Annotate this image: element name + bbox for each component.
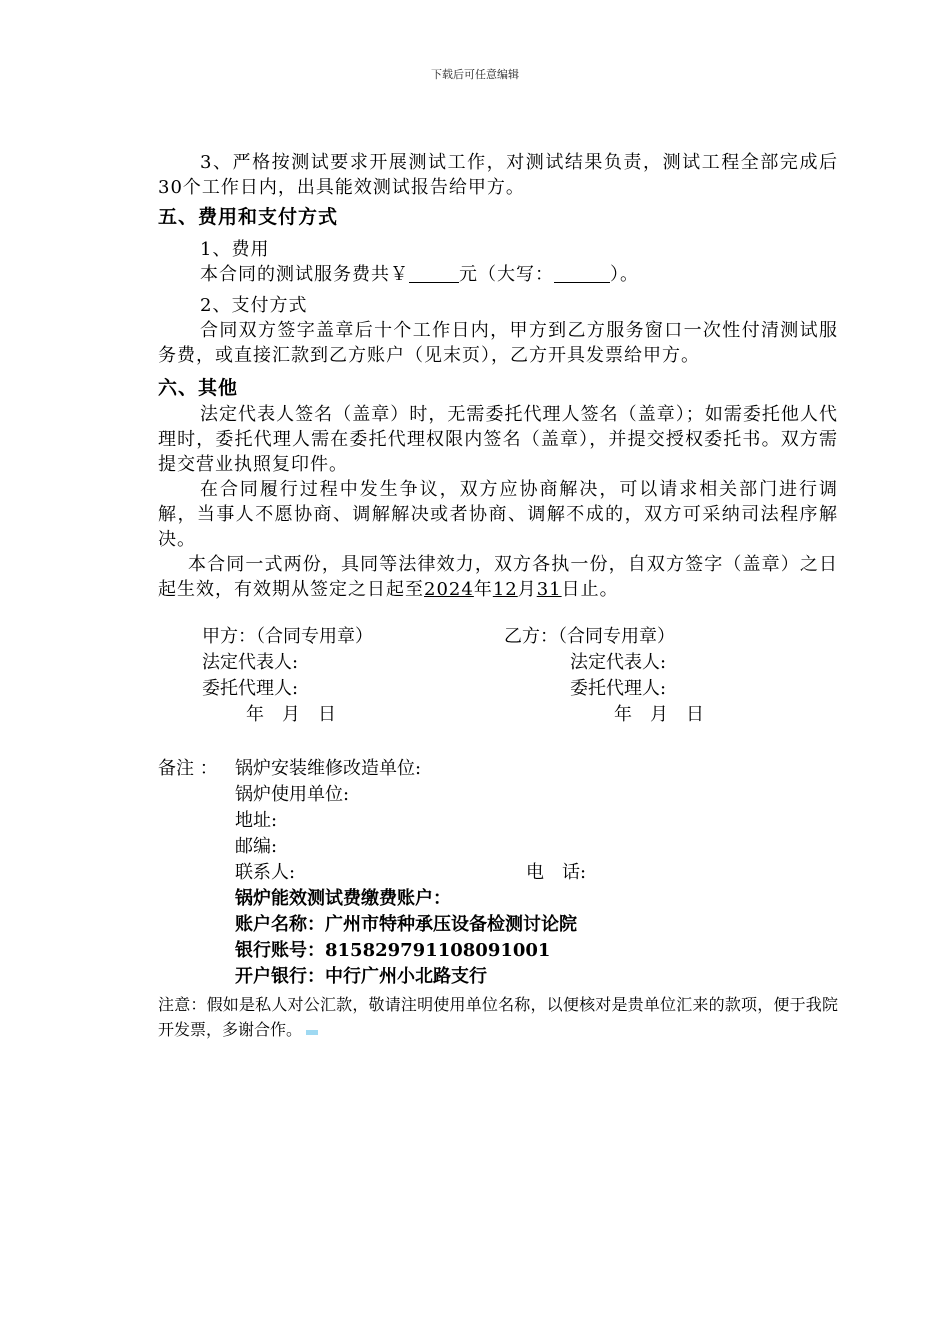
party-a-date: 年 月 日 xyxy=(246,704,336,725)
section6-para1: 法定代表人签名（盖章）时，无需委托代理人签名（盖章）；如需委托他人代理时，委托代理人需在委托代理权限内签名（盖章），并提交授权委托书。双方需提交营业执照复印件。 xyxy=(158,404,838,475)
signature-block xyxy=(158,624,838,734)
postcode: 邮编: xyxy=(235,836,278,857)
payment-text: 合同双方签字盖章后十个工作日内，甲方到乙方服务窗口一次性付清测试服务费，或直接汇款到乙方账户（见末页），乙方开具发票给甲方。 xyxy=(158,320,838,366)
party-b-date: 年 月 日 xyxy=(614,704,704,725)
term-prefix: 本合同一式两份，具同等法律效力，双方各执一份，自双方签字（盖章）之日起生效，有效期从签定之日起至 xyxy=(158,554,838,600)
remarks-block xyxy=(158,756,838,992)
header-note: 下载后可任意编辑 xyxy=(431,68,519,81)
bank-name: 开户银行：中行广州小北路支行 xyxy=(235,966,487,987)
section4-item3: 3、严格按测试要求开展测试工作，对测试结果负责，测试工程全部完成后30个工作日内，出具能效测试报告给甲方。 xyxy=(158,152,838,198)
fee-mid: 元（大写： xyxy=(459,264,554,285)
term-day: 31 xyxy=(536,579,562,600)
party-a-label: 甲方：（合同专用章） xyxy=(202,626,373,647)
contact-person: 联系人: xyxy=(235,862,296,883)
section6-para3 xyxy=(158,552,838,602)
section5-title: 五、费用和支付方式 xyxy=(158,206,339,228)
user-unit: 锅炉使用单位: xyxy=(235,784,350,805)
fee-suffix: ）。 xyxy=(610,264,639,285)
phone: 电 话: xyxy=(526,862,587,883)
party-a-agent: 委托代理人: xyxy=(202,678,299,699)
remarks-label: 备注 ： xyxy=(158,758,218,779)
term-month: 12 xyxy=(492,579,518,600)
party-b-legal-rep: 法定代表人: xyxy=(570,652,667,673)
fee-amount-blank[interactable] xyxy=(409,264,459,283)
party-a-legal-rep: 法定代表人: xyxy=(202,652,299,673)
notice-content: 注意：假如是私人对公汇款，敬请注明使用单位名称，以便核对是贵单位汇来的款项，便于我院开发票，多谢合作。 xyxy=(158,995,838,1039)
party-b-label: 乙方：（合同专用章） xyxy=(504,626,675,647)
account-number: 银行账号：815829791108091001 xyxy=(235,940,551,961)
payment-title: 2、支付方式 xyxy=(200,295,308,316)
term-year: 2024 xyxy=(424,579,474,600)
fee-line xyxy=(158,262,838,287)
account-name: 账户名称：广州市特种承压设备检测讨论院 xyxy=(235,914,577,935)
text-cursor-marker xyxy=(306,1030,318,1035)
contract-page xyxy=(158,150,838,1042)
term-year-unit: 年 xyxy=(473,579,493,600)
install-unit: 锅炉安装维修改造单位: xyxy=(235,758,422,779)
section6-title: 六、其他 xyxy=(158,377,239,399)
address: 地址: xyxy=(235,810,278,831)
section6-para2: 在合同履行过程中发生争议，双方应协商解决，可以请求相关部门进行调解，当事人不愿协商、调解解决或者协商、调解不成的，双方可采纳司法程序解决。 xyxy=(158,479,838,550)
notice-text xyxy=(158,992,838,1042)
term-suffix: 日止。 xyxy=(561,579,619,600)
fee-prefix: 本合同的测试服务费共￥ xyxy=(200,264,409,285)
account-title: 锅炉能效测试费缴费账户： xyxy=(235,888,451,909)
fee-capital-blank[interactable] xyxy=(554,264,610,283)
term-month-unit: 月 xyxy=(517,579,537,600)
fee-title: 1、费用 xyxy=(200,239,270,260)
party-b-agent: 委托代理人: xyxy=(570,678,667,699)
